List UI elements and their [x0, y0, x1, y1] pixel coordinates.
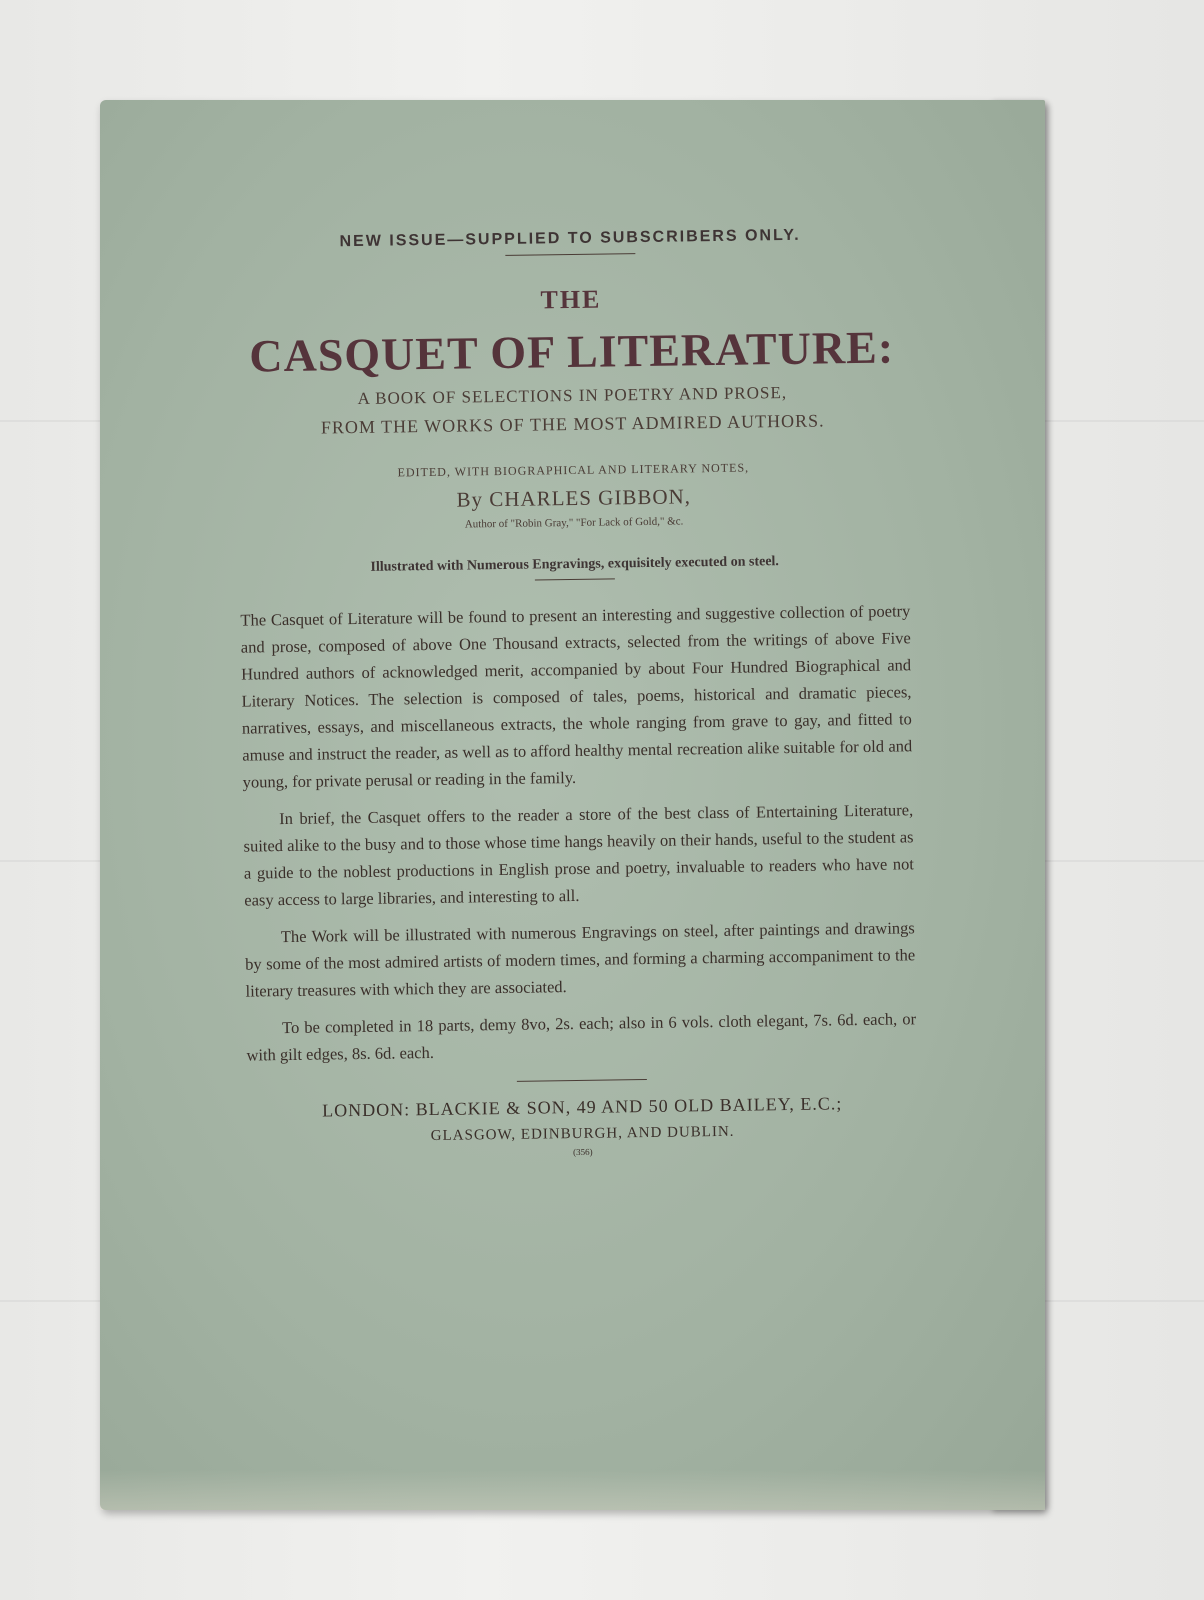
- paragraph-4: To be completed in 18 parts, demy 8vo, 2s. each; also in 6 vols. cloth elegant, 7s. 6d. each, or with gilt edges, 8s. 6d. each.: [246, 1009, 917, 1065]
- publisher-line-1: LONDON: BLACKIE & SON, 49 AND 50 OLD BAILEY, E.C.;: [322, 1093, 843, 1121]
- publisher-line-2: GLASGOW, EDINBURGH, AND DUBLIN.: [430, 1123, 735, 1145]
- divider-rule: [535, 578, 615, 580]
- divider-rule: [517, 1079, 647, 1082]
- edited-line: EDITED, WITH BIOGRAPHICAL AND LITERARY NOTES,: [397, 460, 750, 480]
- illustration-note: Illustrated with Numerous Engravings, exquisitely executed on steel.: [370, 554, 779, 575]
- cover-text-block: [235, 225, 918, 1161]
- subtitle-line-1: A BOOK OF SELECTIONS IN POETRY AND PROSE,: [357, 382, 788, 408]
- subtitle-line-2: FROM THE WORKS OF THE MOST ADMIRED AUTHORS.: [320, 410, 825, 438]
- paragraph-3: The Work will be illustrated with numerous Engravings on steel, after paintings and drawings by some of the most admired artists of modern times, and forming a charming accompaniment to the literary treasures with which they are associated.: [245, 918, 916, 1001]
- publisher-number: (356): [573, 1146, 593, 1158]
- book-title: CASQUET OF LITERATURE:: [248, 321, 895, 382]
- description-body: [240, 597, 916, 1068]
- divider-rule: [505, 253, 635, 256]
- editor-line: By CHARLES GIBBON,: [456, 484, 692, 512]
- paragraph-2: In brief, the Casquet offers to the reader a store of the best class of Entertaining Literature, suited alike to the busy and to those whose time hangs heavily on their hands, useful to the student as a guide to the noblest productions in English prose and poetry, invaluable to readers who have not easy access to large libraries, and interesting to all.: [243, 800, 915, 910]
- editor-credits: Author of "Robin Gray," "For Lack of Gold," &c.: [464, 515, 684, 531]
- subscriber-notice: NEW ISSUE—SUPPLIED TO SUBSCRIBERS ONLY.: [339, 226, 801, 251]
- paragraph-1: The Casquet of Literature will be found to present an interesting and suggestive collection of poetry and prose, composed of above One Thousand extracts, selected from the writings of above Five Hundred authors of acknowledged merit, accompanied by about Four Hundred Biographical and Literary Notices. The selection is composed of tales, poems, historical and dramatic pieces, narratives, essays, and miscellaneous extracts, the whole ranging from grave to gay, and fitted to amuse and instruct the reader, as well as to afford healthy mental recreation alike suitable for old and young, for private perusal or reading in the family.: [240, 601, 913, 792]
- title-article: THE: [540, 284, 602, 315]
